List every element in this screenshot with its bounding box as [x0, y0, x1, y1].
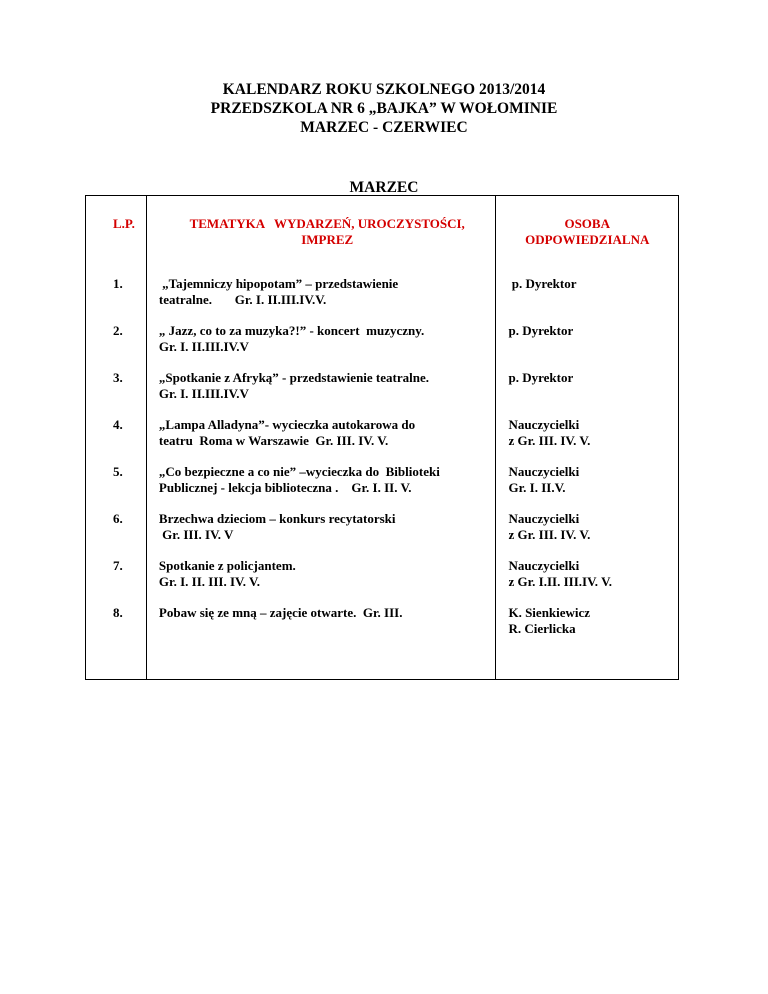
responsible-person-line: R. Cierlicka: [508, 620, 576, 636]
table-row: [86, 449, 679, 496]
responsible-person-line: z Gr. I.II. III.IV. V.: [508, 573, 613, 589]
responsible-person-line: Nauczycielki: [508, 510, 580, 526]
title-line: KALENDARZ ROKU SZKOLNEGO 2013/2014: [222, 81, 546, 98]
event-topic-line: Publicznej - lekcja biblioteczna . Gr. I. II. V.: [158, 479, 412, 495]
row-number: 7.: [86, 543, 147, 590]
events-table: [85, 195, 679, 680]
responsible-person-line: p. Dyrektor: [508, 369, 574, 385]
event-topic: [146, 590, 496, 680]
event-topic-line: Gr. I. II. III. IV. V.: [158, 573, 260, 589]
table-row: [86, 308, 679, 355]
responsible-person-line: z Gr. III. IV. V.: [508, 432, 591, 448]
responsible-person: [496, 449, 679, 496]
row-number: 5.: [86, 449, 147, 496]
table-row: [86, 496, 679, 543]
responsible-person-line: Nauczycielki: [508, 557, 580, 573]
event-topic-line: Pobaw się ze mną – zajęcie otwarte. Gr. III.: [158, 604, 403, 620]
event-topic: [146, 261, 496, 308]
responsible-person-line: z Gr. III. IV. V.: [508, 526, 591, 542]
event-topic: [146, 496, 496, 543]
event-topic-line: Spotkanie z policjantem.: [158, 557, 296, 573]
row-number: 8.: [86, 590, 147, 680]
event-topic-line: teatru Roma w Warszawie Gr. III. IV. V.: [158, 432, 389, 448]
event-topic-line: Gr. III. IV. V: [158, 526, 234, 542]
event-topic-line: „Tajemniczy hipopotam” – przedstawienie: [158, 275, 399, 291]
event-topic: [146, 543, 496, 590]
responsible-person: [496, 543, 679, 590]
table-header-row: [86, 196, 679, 261]
event-topic: [146, 355, 496, 402]
event-topic-line: „Spotkanie z Afryką” - przedstawienie teatralne.: [158, 369, 429, 385]
table-row: [86, 355, 679, 402]
row-number: 1.: [86, 261, 147, 308]
responsible-person: [496, 261, 679, 308]
responsible-person: [496, 402, 679, 449]
responsible-person-line: Nauczycielki: [508, 416, 580, 432]
header-person-line: OSOBA: [564, 216, 610, 231]
header-person: [496, 196, 679, 261]
header-topic-line: IMPREZ: [301, 232, 354, 247]
event-topic: [146, 449, 496, 496]
event-topic: [146, 308, 496, 355]
row-number: 4.: [86, 402, 147, 449]
row-number: 6.: [86, 496, 147, 543]
event-topic-line: „Lampa Alladyna”- wycieczka autokarowa do: [158, 416, 416, 432]
event-topic-line: „ Jazz, co to za muzyka?!” - koncert muzyczny.: [158, 322, 425, 338]
responsible-person-line: Nauczycielki: [508, 463, 580, 479]
row-number: 3.: [86, 355, 147, 402]
responsible-person: [496, 590, 679, 680]
table-row: [86, 590, 679, 680]
document-title: [0, 80, 768, 137]
header-person-line: ODPOWIEDZIALNA: [525, 232, 650, 247]
title-line: PRZEDSZKOLA NR 6 „BAJKA” W WOŁOMINIE: [210, 100, 558, 117]
responsible-person-line: p. Dyrektor: [508, 322, 574, 338]
responsible-person-line: p. Dyrektor: [508, 275, 577, 291]
header-topic: [146, 196, 496, 261]
responsible-person-line: K. Sienkiewicz: [508, 604, 591, 620]
event-topic: [146, 402, 496, 449]
table-body: [86, 261, 679, 680]
table-row: [86, 402, 679, 449]
title-line: MARZEC - CZERWIEC: [300, 119, 468, 136]
responsible-person: [496, 308, 679, 355]
event-topic-line: Gr. I. II.III.IV.V: [158, 385, 249, 401]
month-heading: MARZEC: [349, 179, 419, 196]
header-lp: L.P.: [86, 196, 147, 261]
row-number: 2.: [86, 308, 147, 355]
responsible-person: [496, 355, 679, 402]
responsible-person-line: Gr. I. II.V.: [508, 479, 566, 495]
event-topic-line: „Co bezpieczne a co nie” –wycieczka do Biblioteki: [158, 463, 440, 479]
event-topic-line: Gr. I. II.III.IV.V: [158, 338, 249, 354]
responsible-person: [496, 496, 679, 543]
event-topic-line: teatralne. Gr. I. II.III.IV.V.: [158, 291, 327, 307]
table-row: [86, 261, 679, 308]
event-topic-line: Brzechwa dzieciom – konkurs recytatorski: [158, 510, 396, 526]
table-row: [86, 543, 679, 590]
header-topic-line: TEMATYKA WYDARZEŃ, UROCZYSTOŚCI,: [189, 216, 465, 231]
